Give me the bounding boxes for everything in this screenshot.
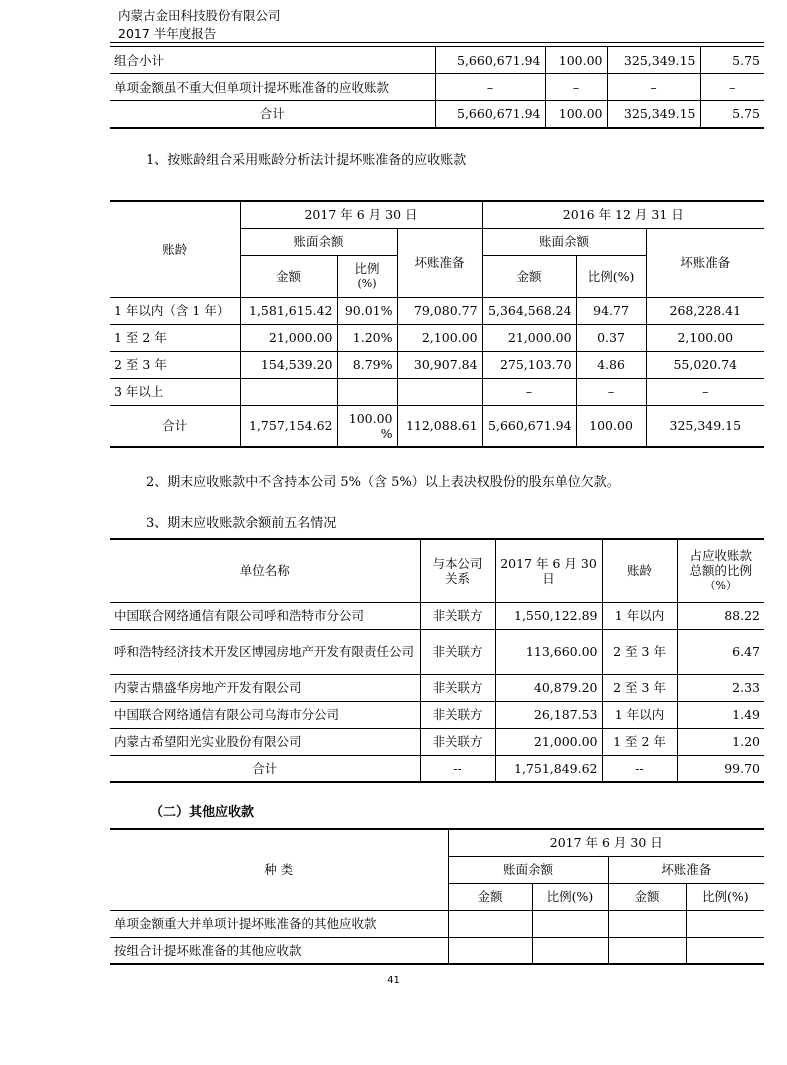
relation-header: [420, 539, 495, 602]
top-summary-table: [110, 46, 764, 129]
table-cell: 单项金额重大并单项计提坏账准备的其他应收款: [110, 910, 448, 937]
table-row: [110, 602, 764, 629]
bad-debt-header: 坏账准备: [646, 228, 764, 297]
aging-header: 账龄: [110, 201, 240, 297]
table-cell: 中国联合网络通信有限公司乌海市分公司: [110, 701, 420, 728]
table-cell: 4.86: [576, 351, 646, 378]
table-cell: 内蒙古鼎盛华房地产开发有限公司: [110, 674, 420, 701]
table-cell: –: [607, 74, 700, 101]
table-cell: 21,000.00: [240, 324, 337, 351]
table-cell: 非关联方: [420, 629, 495, 674]
table-row: [110, 101, 764, 128]
table-cell: 2 至 3 年: [602, 674, 677, 701]
table-cell: [397, 378, 482, 405]
table-cell: 5.75: [700, 47, 764, 74]
ratio-unit: %: [380, 425, 393, 441]
table-cell: 0.37: [576, 324, 646, 351]
amount-header: 金额: [608, 883, 686, 910]
table-cell: 非关联方: [420, 602, 495, 629]
table-cell: 268,228.41: [646, 297, 764, 324]
table-row: [110, 351, 764, 378]
header-line: 2017 年 6 月 30: [500, 555, 597, 571]
table-row: [110, 297, 764, 324]
table-row: [110, 701, 764, 728]
table-cell: 1.20%: [337, 324, 397, 351]
table-cell: 1,757,154.62: [240, 405, 337, 447]
table-cell: 99.70: [677, 755, 764, 782]
table-cell: 40,879.20: [495, 674, 602, 701]
table-row: [110, 910, 764, 937]
amount-header: 金额: [240, 255, 337, 297]
table-row: [110, 728, 764, 755]
table-cell: 2.33: [677, 674, 764, 701]
table-cell: 26,187.53: [495, 701, 602, 728]
date-header: 2017 年 6 月 30 日: [448, 829, 764, 856]
other-receivables-table: [110, 828, 764, 965]
table-cell: 单项金额虽不重大但单项计提坏账准备的应收账款: [110, 74, 435, 101]
table-cell: 21,000.00: [482, 324, 576, 351]
table-cell: [337, 378, 397, 405]
table-cell: 1,581,615.42: [240, 297, 337, 324]
table-cell: 5,660,671.94: [482, 405, 576, 447]
table-row: [110, 405, 764, 447]
table-cell: 94.77: [576, 297, 646, 324]
paragraph-1: 1、按账龄组合采用账龄分析法计提坏账准备的应收账款: [146, 153, 467, 168]
table-cell: 5,660,671.94: [435, 101, 545, 128]
table-cell: 合计: [110, 755, 420, 782]
table-cell: 21,000.00: [495, 728, 602, 755]
table-cell: –: [545, 74, 607, 101]
table-cell: 90.01%: [337, 297, 397, 324]
table-cell: 合计: [110, 405, 240, 447]
table-cell: 按组合计提坏账准备的其他应收款: [110, 937, 448, 964]
table-cell: 3 年以上: [110, 378, 240, 405]
ratio-header: 比例(%): [532, 883, 608, 910]
table-cell: [337, 405, 397, 447]
table-row: [110, 201, 764, 228]
pct-header: [677, 539, 764, 602]
table-cell: 30,907.84: [397, 351, 482, 378]
name-header: 单位名称: [110, 539, 420, 602]
ratio-label: 比例: [354, 261, 380, 276]
book-balance-header: 账面余额: [482, 228, 646, 255]
table-cell: 1.20: [677, 728, 764, 755]
book-balance-header: 账面余额: [448, 856, 608, 883]
table-cell: 8.79%: [337, 351, 397, 378]
table-cell: –: [482, 378, 576, 405]
table-cell: [448, 937, 532, 964]
table-cell: 2,100.00: [646, 324, 764, 351]
table-cell: 88.22: [677, 602, 764, 629]
table-cell: 113,660.00: [495, 629, 602, 674]
table-cell: 内蒙古希望阳光实业股份有限公司: [110, 728, 420, 755]
aging-header: 账龄: [602, 539, 677, 602]
table-cell: [532, 937, 608, 964]
date-header: [495, 539, 602, 602]
period1-header: 2017 年 6 月 30 日: [240, 201, 482, 228]
table-cell: 呼和浩特经济技术开发区博园房地产开发有限责任公司: [110, 629, 420, 674]
amount-header: 金额: [482, 255, 576, 297]
table-cell: [532, 910, 608, 937]
table-cell: [240, 378, 337, 405]
table-cell: 2,100.00: [397, 324, 482, 351]
table-row: [110, 629, 764, 674]
table-row: [110, 378, 764, 405]
ratio-header: 比例(%): [686, 883, 764, 910]
table-cell: 中国联合网络通信有限公司呼和浩特市分公司: [110, 602, 420, 629]
paragraph-2: 2、期末应收账款中不含持本公司 5%（含 5%）以上表决权股份的股东单位欠款。: [146, 475, 620, 490]
company-name: 内蒙古金田科技股份有限公司: [118, 8, 281, 23]
book-balance-header: 账面余额: [240, 228, 397, 255]
top5-receivables-table: [110, 538, 764, 783]
table-cell: 100.00: [576, 405, 646, 447]
aging-table: [110, 200, 764, 448]
header-line: 总额的比例: [689, 563, 752, 579]
ratio-value: 100.00: [348, 410, 393, 426]
table-cell: 5,364,568.24: [482, 297, 576, 324]
table-cell: 100.00: [545, 47, 607, 74]
table-cell: –: [576, 378, 646, 405]
table-cell: 5,660,671.94: [435, 47, 545, 74]
header-line: 日: [542, 570, 555, 586]
table-cell: 325,349.15: [607, 47, 700, 74]
table-cell: [686, 937, 764, 964]
header-divider: [110, 42, 764, 43]
table-cell: 2 至 3 年: [602, 629, 677, 674]
table-cell: 112,088.61: [397, 405, 482, 447]
table-cell: 1 至 2 年: [110, 324, 240, 351]
table-cell: –: [700, 74, 764, 101]
table-cell: 154,539.20: [240, 351, 337, 378]
table-cell: 1 年以内: [602, 701, 677, 728]
table-cell: [608, 910, 686, 937]
table-cell: 1 至 2 年: [602, 728, 677, 755]
table-row: [110, 324, 764, 351]
table-cell: 275,103.70: [482, 351, 576, 378]
type-header: 种 类: [110, 829, 448, 910]
table-cell: --: [602, 755, 677, 782]
table-cell: 非关联方: [420, 674, 495, 701]
header-line: 占应收账款: [689, 548, 752, 564]
table-cell: 非关联方: [420, 728, 495, 755]
table-cell: 1,550,122.89: [495, 602, 602, 629]
table-cell: 2 至 3 年: [110, 351, 240, 378]
table-cell: 55,020.74: [646, 351, 764, 378]
report-title: 2017 半年度报告: [118, 26, 217, 41]
paragraph-3: 3、期末应收账款余额前五名情况: [146, 516, 337, 531]
table-cell: 非关联方: [420, 701, 495, 728]
table-row: [110, 829, 764, 856]
header-line: 关系: [444, 570, 470, 586]
page-number: 41: [387, 975, 400, 986]
table-row: [110, 47, 764, 74]
table-cell: 100.00: [545, 101, 607, 128]
table-cell: [686, 910, 764, 937]
ratio-header: [337, 255, 397, 297]
header-line: 与本公司: [432, 555, 483, 571]
bad-debt-header: 坏账准备: [397, 228, 482, 297]
table-cell: 组合小计: [110, 47, 435, 74]
table-row: [110, 937, 764, 964]
table-row: [110, 539, 764, 602]
period2-header: 2016 年 12 月 31 日: [482, 201, 764, 228]
table-cell: 1,751,849.62: [495, 755, 602, 782]
table-cell: 325,349.15: [607, 101, 700, 128]
table-cell: 5.75: [700, 101, 764, 128]
amount-header: 金额: [448, 883, 532, 910]
table-cell: –: [435, 74, 545, 101]
table-cell: 6.47: [677, 629, 764, 674]
header-line: （%）: [704, 579, 737, 593]
table-cell: 1 年以内: [602, 602, 677, 629]
table-cell: [608, 937, 686, 964]
ratio-header: 比例(%): [576, 255, 646, 297]
table-cell: 79,080.77: [397, 297, 482, 324]
table-row: [110, 674, 764, 701]
table-cell: 1.49: [677, 701, 764, 728]
table-cell: 1 年以内（含 1 年）: [110, 297, 240, 324]
table-cell: --: [420, 755, 495, 782]
table-cell: 合计: [110, 101, 435, 128]
table-row: [110, 74, 764, 101]
table-cell: 325,349.15: [646, 405, 764, 447]
ratio-unit: (%): [357, 277, 377, 290]
table-cell: [448, 910, 532, 937]
bad-debt-header: 坏账准备: [608, 856, 764, 883]
table-row: [110, 755, 764, 782]
section-heading: （二）其他应收款: [150, 805, 255, 820]
table-cell: –: [646, 378, 764, 405]
